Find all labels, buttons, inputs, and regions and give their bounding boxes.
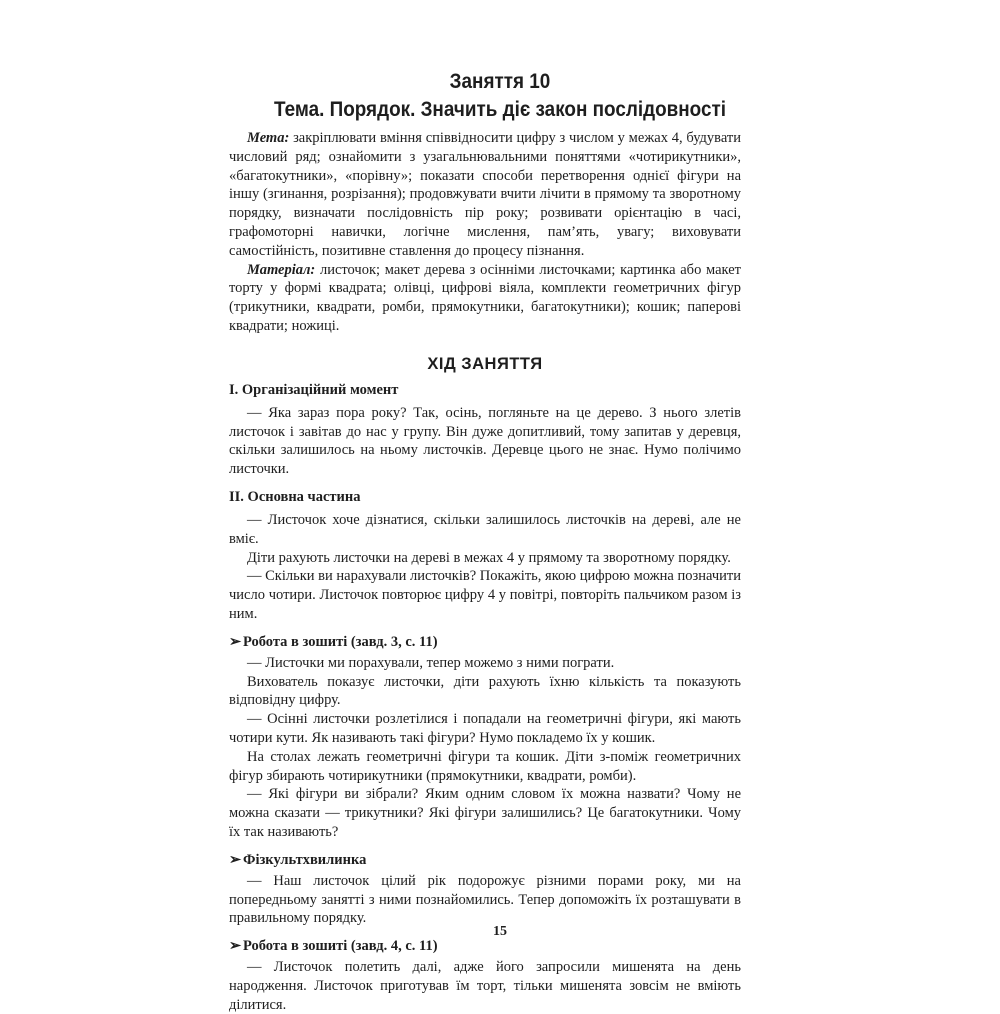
material-text: листочок; макет дерева з осінніми листочками; картинка або макет торту у формі квадрата; олівці, цифрові віяла, комплекти геометричних фігур (трикутники, квадрати, ромби, прямокутники, багатокутники); кошик; паперові квадрати; ножиці. [229, 261, 741, 334]
lesson-title: Заняття 10 [449, 70, 551, 93]
progress-heading: ХІД ЗАНЯТТЯ [427, 354, 543, 373]
material-label: Матеріал: [247, 261, 316, 278]
task3-title: Робота в зошиті (завд. 4, с. 11) [243, 938, 438, 955]
material-paragraph [229, 261, 741, 336]
task1-paragraph: — Осінні листочки розлетілися і попадали на геометричні фігури, які мають чотири кути. Як називають такі фігури? Нумо покладемо їх у кошик. [229, 711, 741, 746]
section1-heading: І. Організаційний момент [229, 381, 399, 398]
goal-text: закріплювати вміння співвідносити цифру з числом у межах 4, будувати числовий ряд; ознайомити з узагальнювальними поняттями «чотирикутники», «багатокутники», «порівну»; показати способи перетворення однієї фігури на іншу (згинання, розрізання); продовжувати вчити лічити в прямому та зворотному порядку, визначати послідовність пір року; розвивати орієнтацію в часі, графомоторні навички, логічне мислення, пам’ять, увагу; виховувати самостійність, позитивне ставлення до процесу пізнання. [229, 130, 741, 259]
task3-paragraph: — Листочок полетить далі, адже його запросили мишенята на день народження. Листочок приготував їм торт, тільки мишенята зовсім не вміють ділитися. [229, 959, 741, 1013]
goal-paragraph [229, 129, 741, 261]
section2-heading: ІІ. Основна частина [229, 488, 361, 505]
arrow-bullet-icon: ➢ [229, 938, 242, 955]
task1-heading [229, 633, 741, 652]
section2-paragraph: — Листочок хоче дізнатися, скільки залишилось листочків на дереві, але не вміє. [229, 511, 741, 547]
page-number: 15 [493, 924, 507, 939]
section2-paragraph: — Скільки ви нарахували листочків? Покажіть, якою цифрою можна позначити число чотири. Листочок повторює цифру 4 у повітрі, повторіть пальчиком разом із ним. [229, 568, 741, 622]
arrow-bullet-icon: ➢ [229, 851, 242, 868]
task2-heading [229, 851, 741, 870]
section1-paragraph: — Яка зараз пора року? Так, осінь, погляньте на це дерево. З нього злетів листочок і завітав до нас у групу. Він дуже допитливий, тому запитав у деревця, скільки залишилось на ньому листочків. Деревце цього не знає. Нумо полічимо листочки. [229, 404, 741, 478]
section2-paragraph: Діти рахують листочки на дереві в межах 4 у прямому та зворотному порядку. [247, 549, 731, 566]
topic-title: Тема. Порядок. Значить діє закон послідовності [274, 98, 726, 121]
task1-paragraph: — Листочки ми порахували, тепер можемо з ними пограти. [247, 654, 615, 671]
task1-paragraph: На столах лежать геометричні фігури та кошик. Діти з-поміж геометричних фігур збирають чотирикутники (прямокутники, квадрати, ромби). [229, 748, 741, 784]
arrow-bullet-icon: ➢ [229, 633, 242, 650]
task1-title: Робота в зошиті (завд. 3, с. 11) [243, 633, 438, 650]
page-content [229, 129, 741, 1014]
task1-paragraph: — Які фігури ви зібрали? Яким одним словом їх можна назвати? Чому не можна сказати — трикутники? Які фігури залишились? Це багатокутники. Чому їх так називають? [229, 786, 741, 840]
task2-paragraph: — Наш листочок цілий рік подорожує різними порами року, ми на попередньому занятті з ними познайомились. Тепер допоможіть їх розташувати в правильному порядку. [229, 872, 741, 927]
task2-title: Фізкультхвилинка [243, 851, 367, 868]
task1-paragraph: Вихователь показує листочки, діти рахують їхню кількість та показують відповідну цифру. [229, 673, 741, 709]
goal-label: Мета: [247, 130, 290, 146]
